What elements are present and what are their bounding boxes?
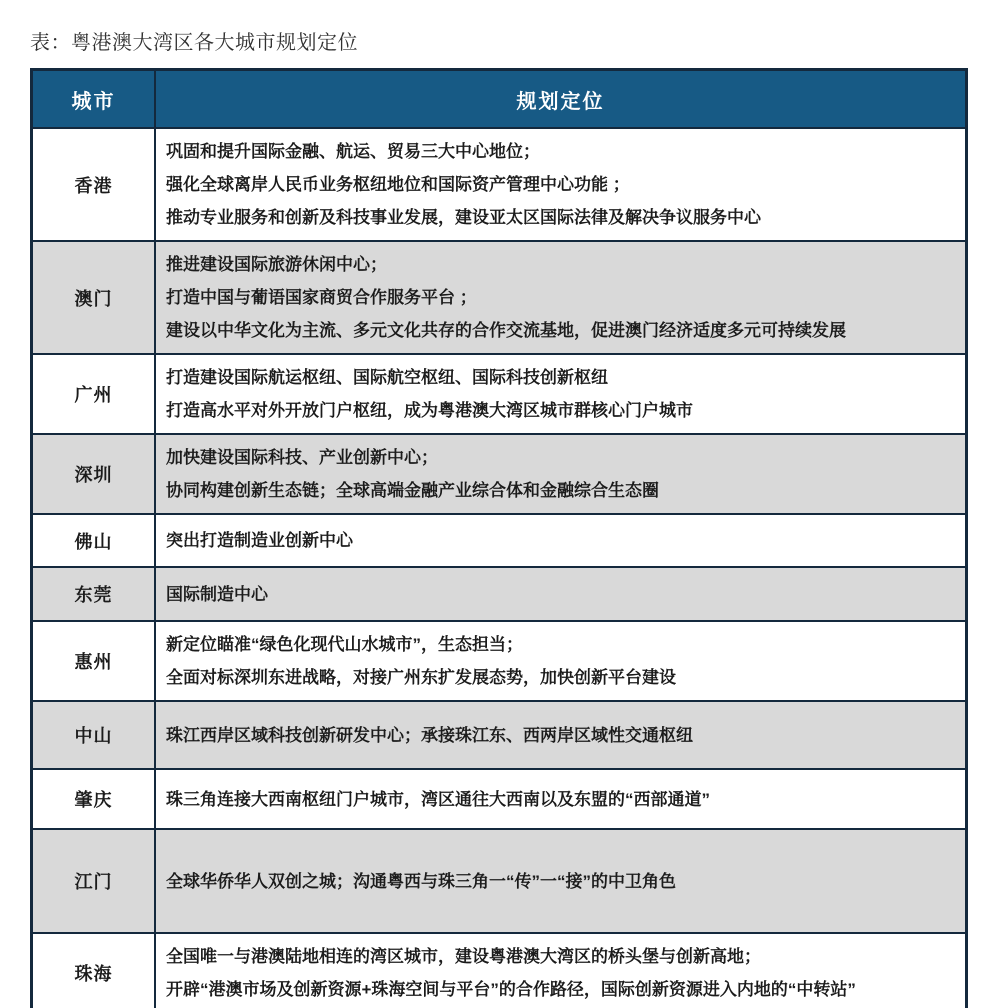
position-line: 打造中国与葡语国家商贸合作服务平台 ； [166, 288, 477, 307]
position-cell [156, 830, 965, 932]
position-line: 协同构建创新生态链；全球高端金融产业综合体和金融综合生态圈 [166, 481, 659, 500]
position-line: 强化全球离岸人民币业务枢纽地位和国际资产管理中心功能 ； [166, 175, 630, 194]
city-cell: 肇庆 [33, 770, 156, 828]
table-header-row [33, 71, 965, 127]
position-cell [156, 242, 965, 353]
city-cell: 佛山 [33, 515, 156, 566]
table-row [33, 240, 965, 353]
position-cell [156, 568, 965, 620]
position-cell [156, 515, 965, 566]
position-line: 推动专业服务和创新及科技事业发展，建设亚太区国际法律及解决争议服务中心 [166, 208, 761, 227]
table-row [33, 828, 965, 932]
city-cell: 香港 [33, 129, 156, 240]
position-cell [156, 622, 965, 700]
city-cell: 东莞 [33, 568, 156, 620]
position-line: 巩固和提升国际金融、航运、贸易三大中心地位； [166, 142, 540, 161]
table-row [33, 353, 965, 433]
planning-table [30, 68, 968, 1008]
position-cell [156, 435, 965, 513]
position-line: 新定位瞄准“绿色化现代山水城市”，生态担当； [166, 635, 523, 654]
position-line: 开辟“港澳市场及创新资源+珠海空间与平台”的合作路径，国际创新资源进入内地的“中转站” [166, 980, 856, 999]
position-cell [156, 702, 965, 768]
table-row [33, 433, 965, 513]
city-cell: 惠州 [33, 622, 156, 700]
position-line: 全国唯一与港澳陆地相连的湾区城市，建设粤港澳大湾区的桥头堡与创新高地； [166, 947, 761, 966]
table-row [33, 700, 965, 768]
position-line: 珠三角连接大西南枢纽门户城市，湾区通往大西南以及东盟的“西部通道” [166, 789, 710, 809]
table-row [33, 620, 965, 700]
position-line: 突出打造制造业创新中心 [166, 531, 353, 550]
table-row [33, 566, 965, 620]
position-line: 打造高水平对外开放门户枢纽，成为粤港澳大湾区城市群核心门户城市 [166, 401, 693, 420]
table-row [33, 127, 965, 240]
position-line: 国际制造中心 [166, 584, 268, 604]
position-line: 加快建设国际科技、产业创新中心； [166, 448, 438, 467]
position-cell [156, 355, 965, 433]
position-cell [156, 129, 965, 240]
page-title: 表：粤港澳大湾区各大城市规划定位 [30, 32, 358, 54]
position-line: 珠江西岸区域科技创新研发中心；承接珠江东、西两岸区域性交通枢纽 [166, 725, 693, 745]
table-row [33, 932, 965, 1008]
position-line: 建设以中华文化为主流、多元文化共存的合作交流基地，促进澳门经济适度多元可持续发展 [166, 321, 846, 340]
position-cell [156, 770, 965, 828]
city-cell: 深圳 [33, 435, 156, 513]
city-cell: 广州 [33, 355, 156, 433]
city-cell: 江门 [33, 830, 156, 932]
city-cell: 澳门 [33, 242, 156, 353]
table-row [33, 768, 965, 828]
position-line: 打造建设国际航运枢纽、国际航空枢纽、国际科技创新枢纽 [166, 368, 608, 387]
header-cell-city: 城市 [33, 71, 156, 127]
city-cell: 中山 [33, 702, 156, 768]
position-line: 全面对标深圳东进战略，对接广州东扩发展态势，加快创新平台建设 [166, 668, 676, 687]
position-line: 全球华侨华人双创之城；沟通粤西与珠三角一“传”一“接”的中卫角色 [166, 871, 676, 891]
position-line: 推进建设国际旅游休闲中心； [166, 255, 387, 274]
position-cell [156, 934, 965, 1008]
city-cell: 珠海 [33, 934, 156, 1008]
table-row [33, 513, 965, 566]
header-cell-position: 规划定位 [516, 90, 605, 113]
